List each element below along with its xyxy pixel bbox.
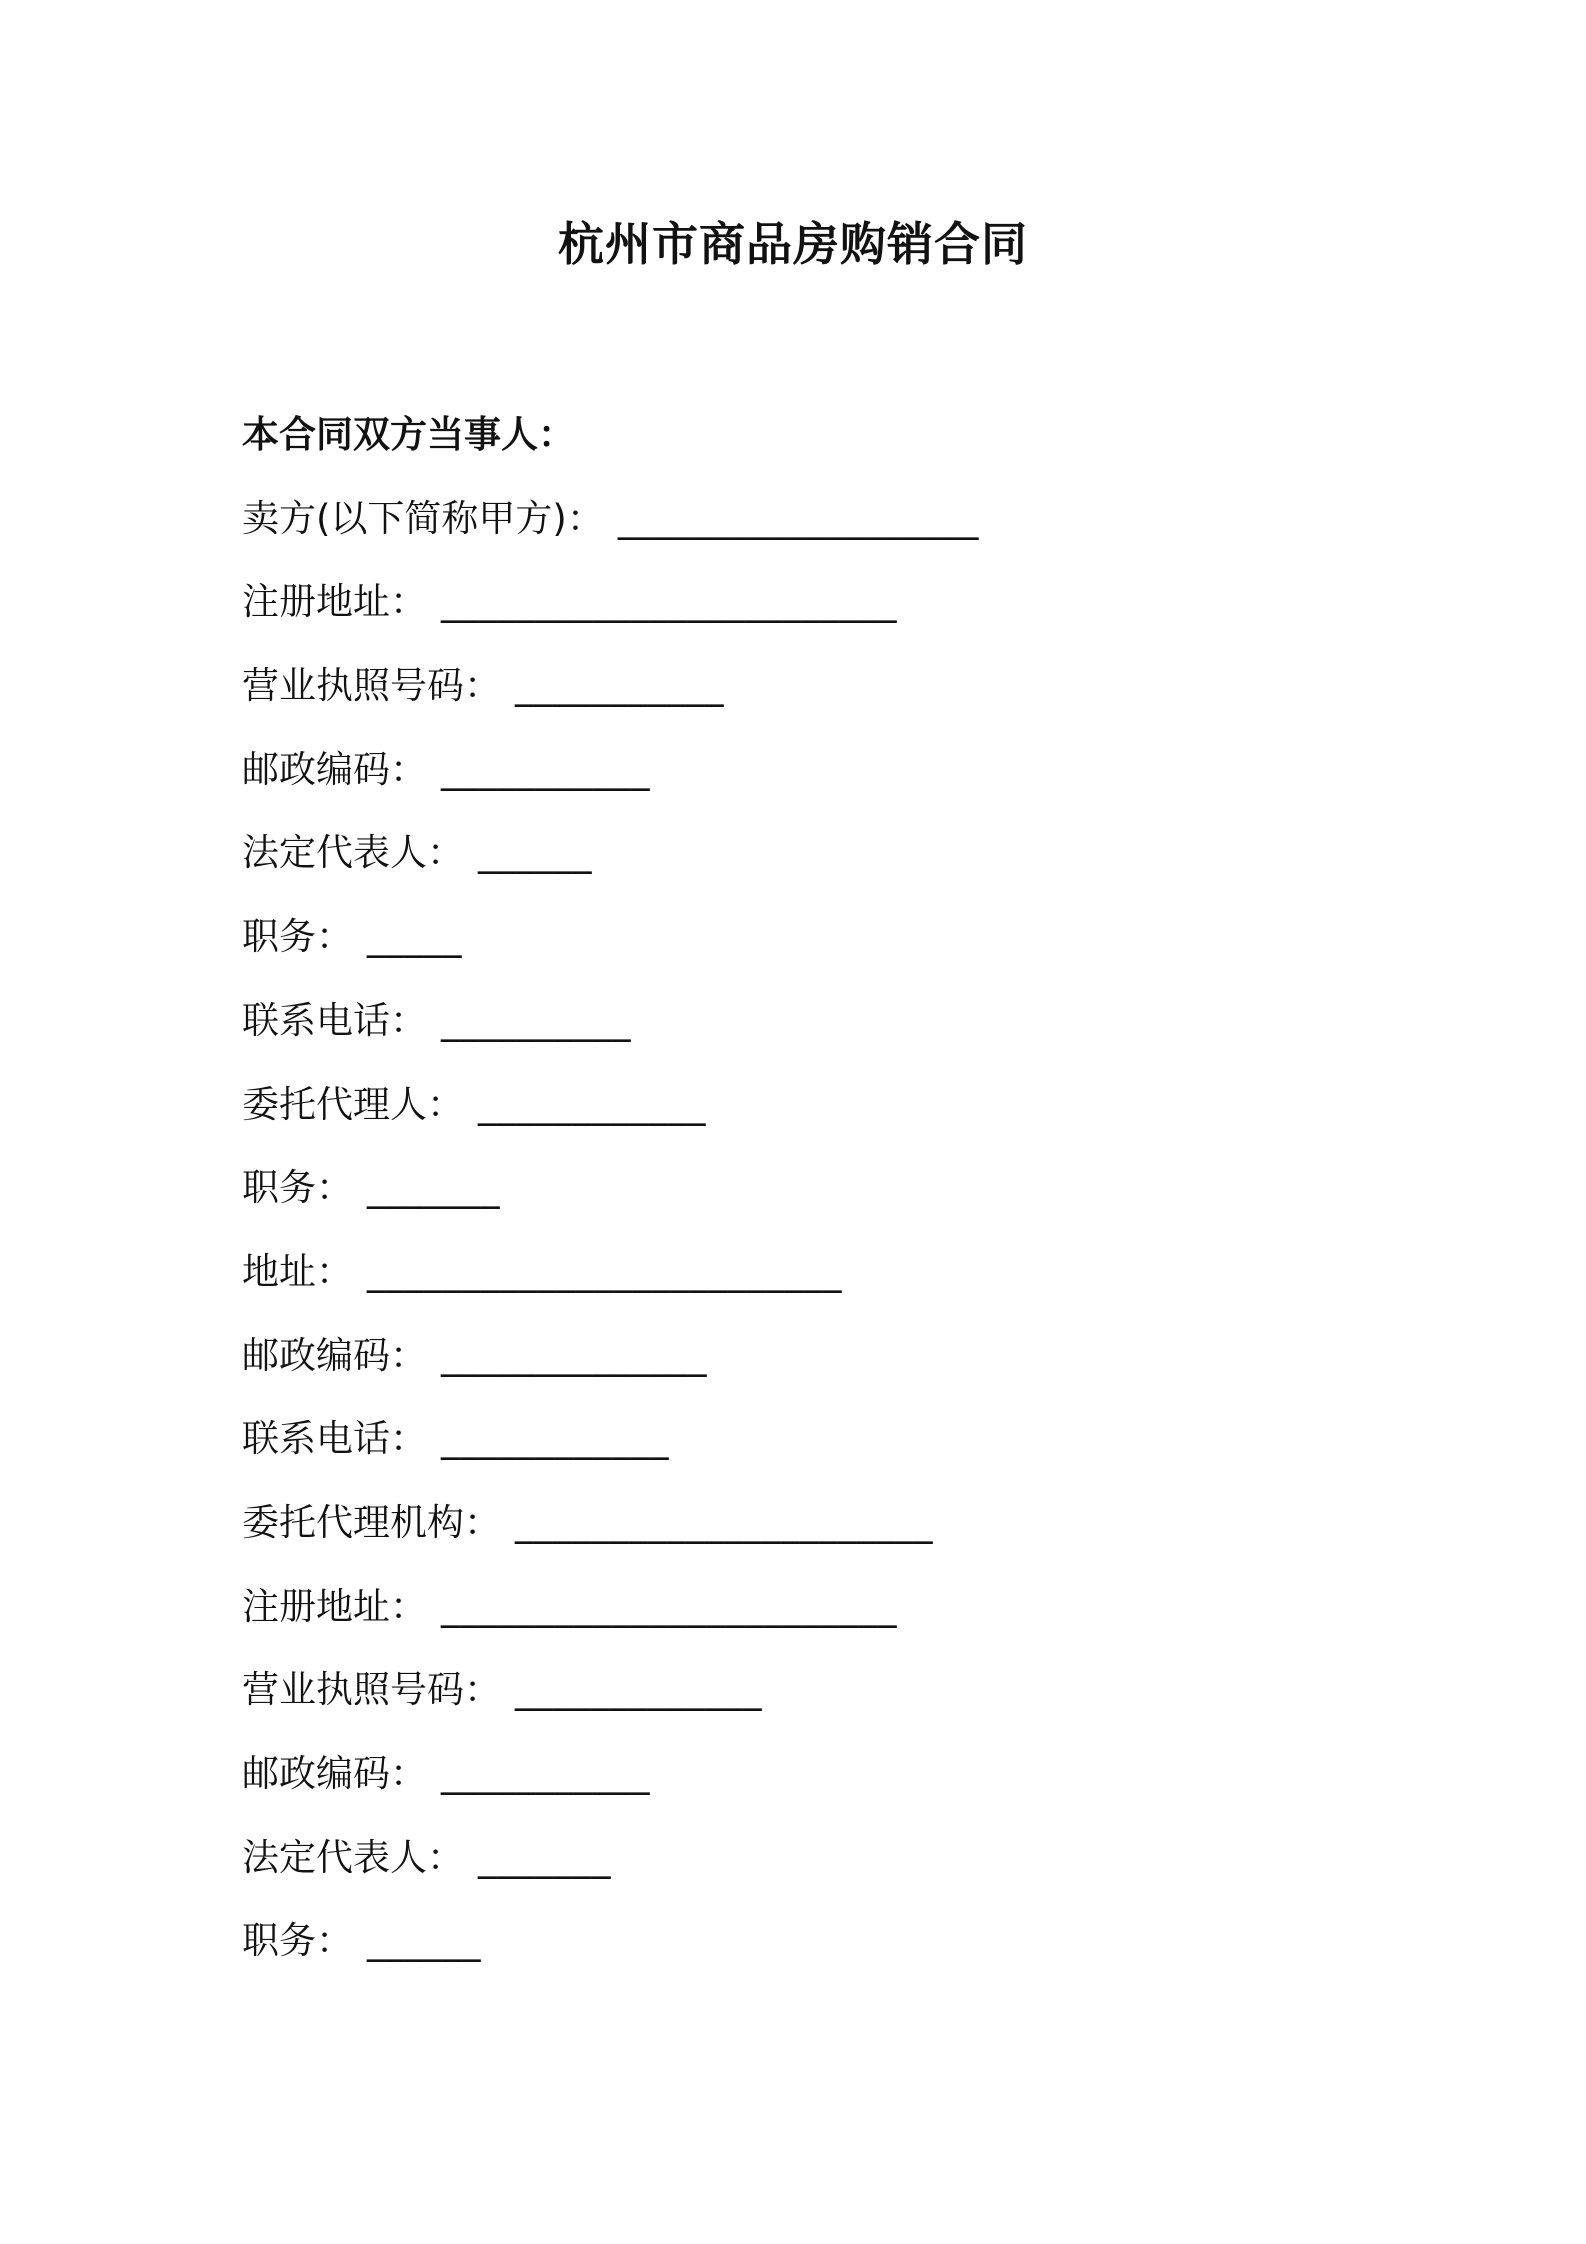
field-agency-position [242,1911,1342,1995]
field-label: 委托代理机构： [242,1500,501,1544]
field-label: 邮政编码： [242,747,427,791]
field-blank: ________________________ [441,580,897,624]
field-agent-address [242,1242,1342,1326]
field-label: 邮政编码： [242,1752,427,1795]
field-blank: ___________ [441,747,650,791]
field-blank: ______ [478,831,592,875]
field-label: 职务： [242,1919,353,1963]
document-title: 杭州市商品房购销合同 [558,217,1028,271]
field-blank: ___________ [441,1752,650,1795]
field-blank: __________ [441,998,631,1042]
field-blank: ____________ [441,1417,669,1461]
field-label: 委托代理人： [242,1082,464,1126]
field-agent [242,1075,1342,1159]
field-label: 注册地址： [242,1584,427,1628]
field-phone [242,991,1342,1075]
field-label: 法定代表人： [242,1835,464,1879]
field-agency-business-license [242,1660,1342,1744]
field-label: 法定代表人： [242,831,464,875]
field-agent-postal-code [242,1326,1342,1410]
field-label: 邮政编码： [242,1333,427,1377]
field-blank: ______________________ [515,1500,933,1544]
field-blank: ______ [367,1919,481,1963]
field-agency-postal-code [242,1744,1342,1828]
field-label: 注册地址： [242,580,427,624]
field-registered-address [242,572,1342,656]
field-position [242,907,1342,991]
field-blank: ___________ [515,664,724,708]
field-blank: _________________________ [367,1249,842,1293]
field-agent-position [242,1158,1342,1242]
party-info-section [242,405,1342,1995]
field-agency [242,1493,1342,1577]
field-seller [242,489,1342,573]
field-blank: ________________________ [441,1584,897,1628]
field-blank: _______ [478,1835,611,1879]
field-business-license [242,656,1342,740]
field-blank: _____ [367,915,462,959]
field-blank: ____________ [478,1082,706,1126]
field-blank: _____________ [515,1668,762,1712]
field-agency-registered-address [242,1577,1342,1661]
field-label: 卖方(以下简称甲方)： [242,496,604,540]
field-blank: ___________________ [617,496,979,540]
field-blank: _______ [367,1166,500,1210]
field-label: 营业执照号码： [242,1668,501,1712]
field-label: 地址： [242,1249,353,1293]
field-agency-legal-representative [242,1828,1342,1912]
field-blank: ______________ [441,1333,707,1377]
field-label: 营业执照号码： [242,664,501,708]
field-postal-code [242,740,1342,824]
field-label: 联系电话： [242,1417,427,1461]
field-label: 职务： [242,915,353,959]
parties-intro: 本合同双方当事人： [242,413,575,456]
field-label: 职务： [242,1166,353,1210]
field-legal-representative [242,823,1342,907]
field-agent-phone [242,1409,1342,1493]
field-label: 联系电话： [242,998,427,1042]
